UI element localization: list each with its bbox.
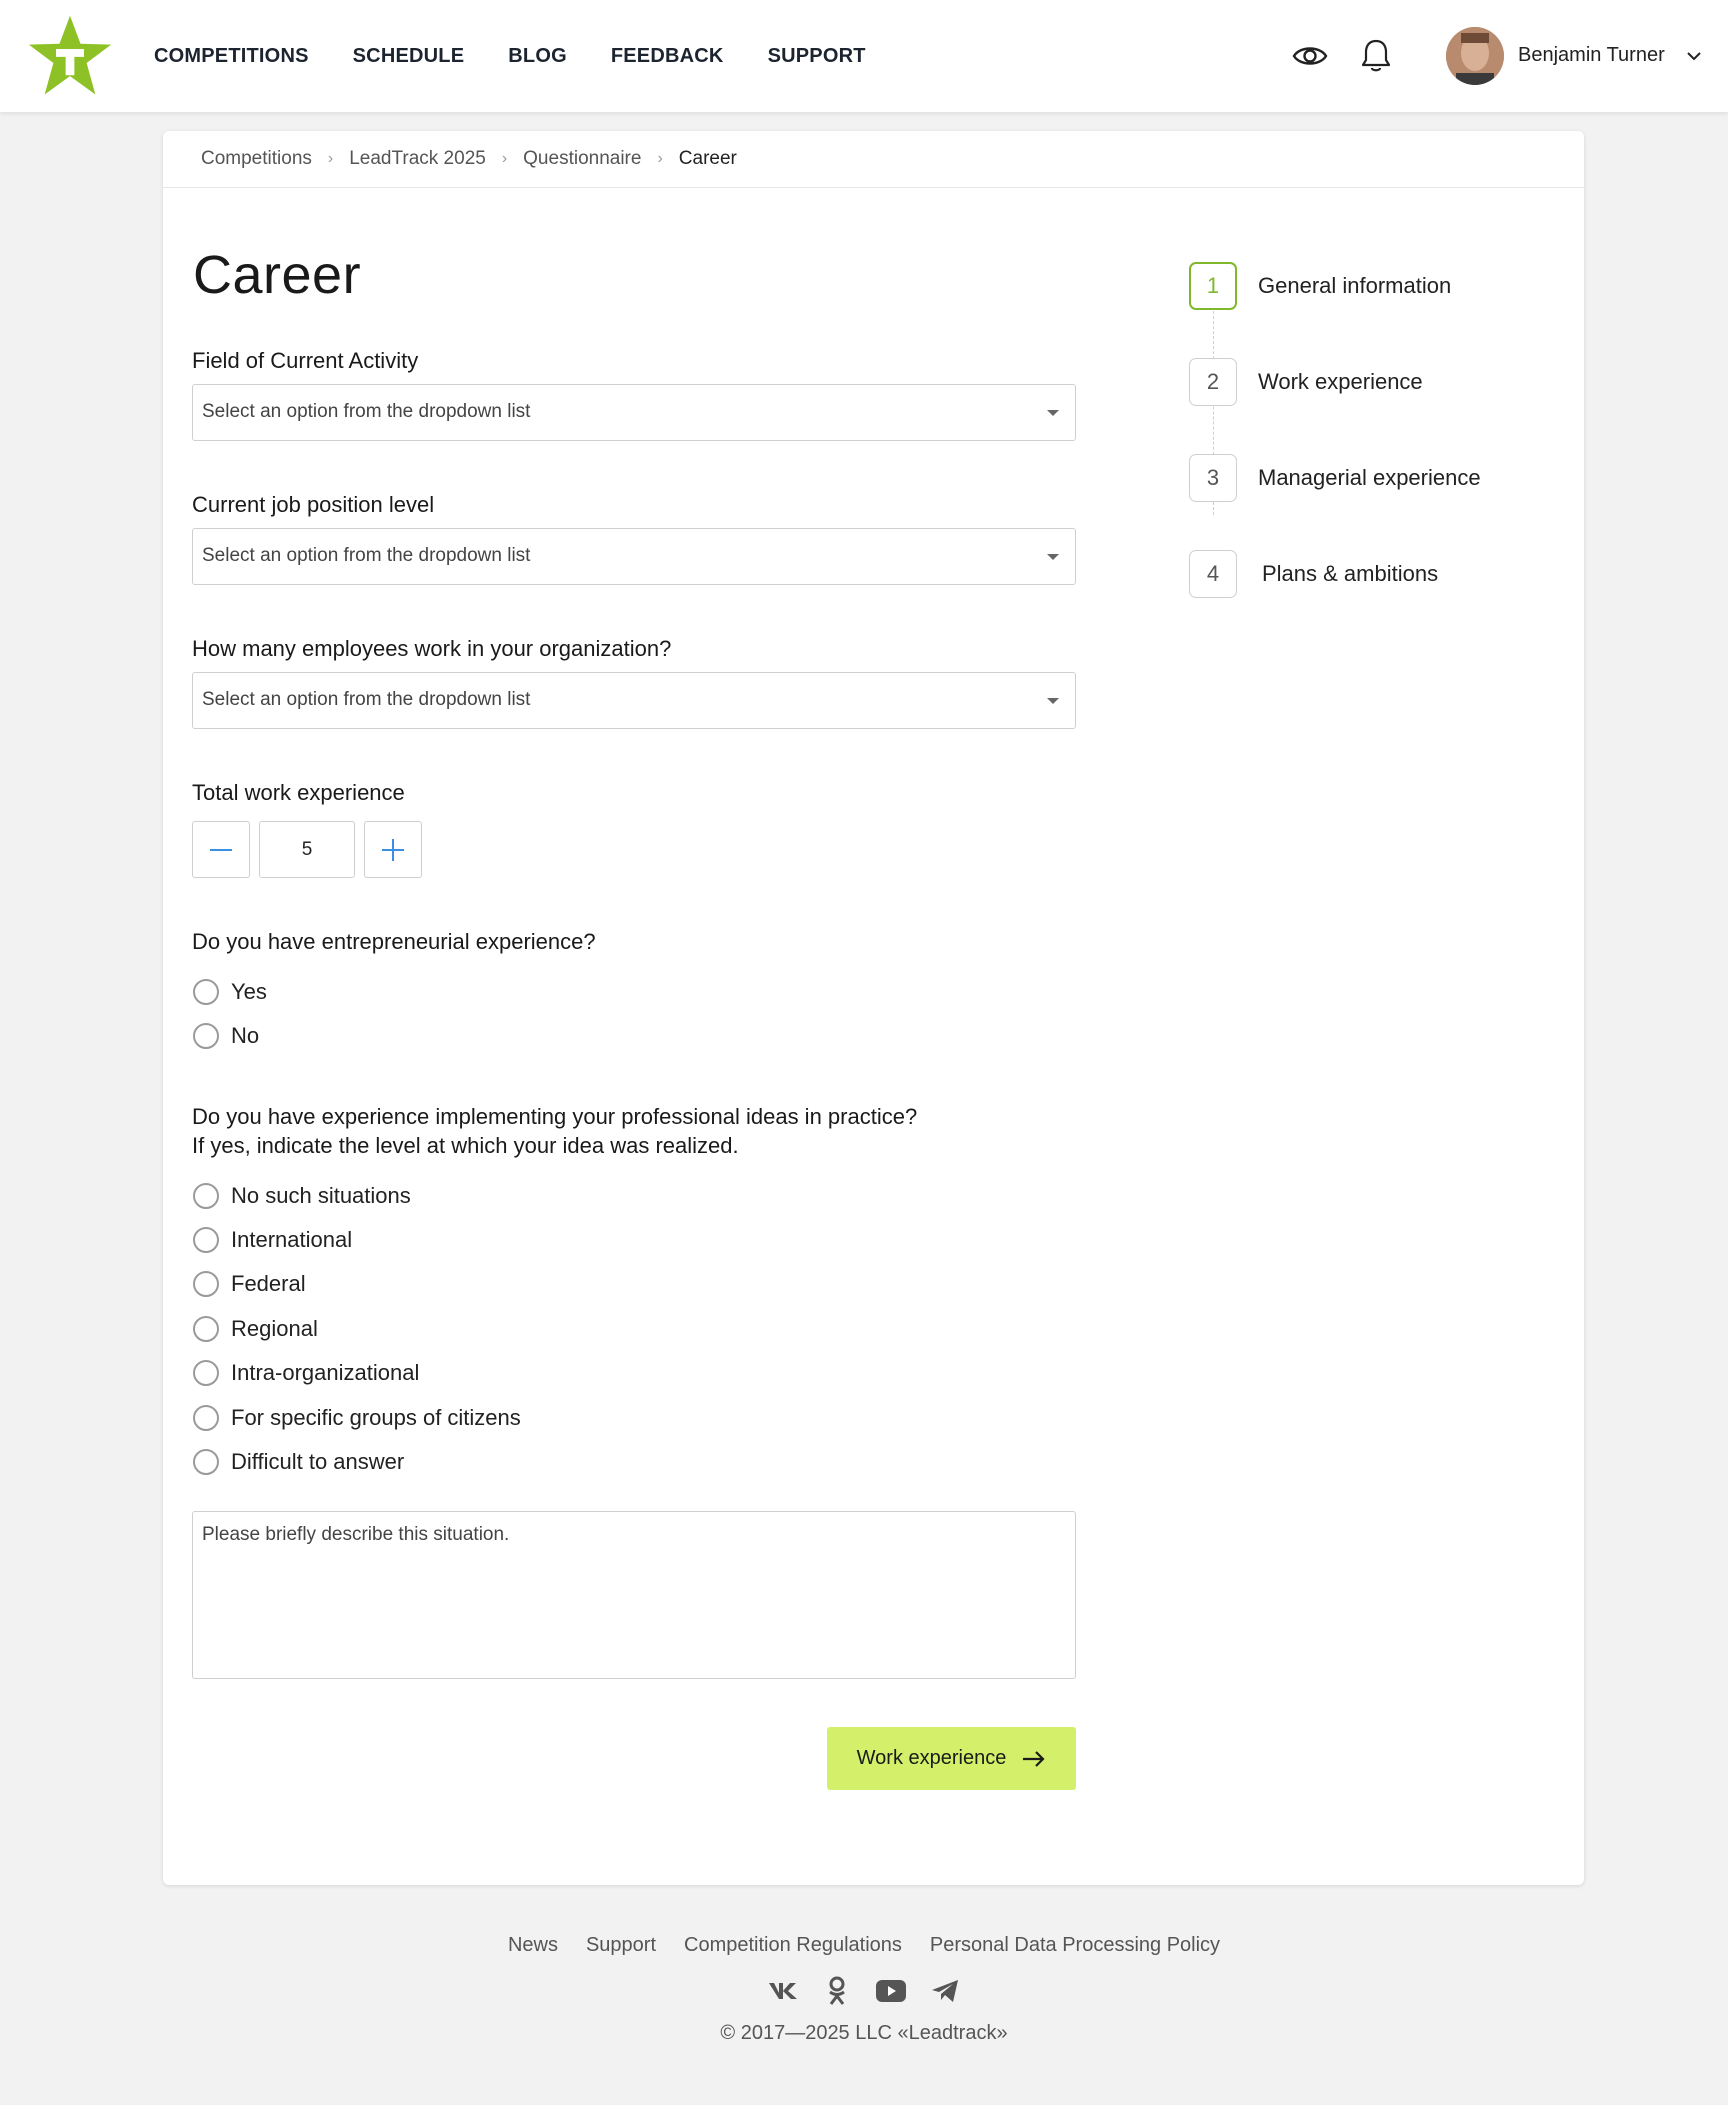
radio-button[interactable]: [193, 979, 219, 1005]
breadcrumb-separator-icon: ›: [657, 150, 663, 167]
step-3-badge[interactable]: 3: [1189, 454, 1237, 502]
next-step-button[interactable]: [827, 1727, 1076, 1790]
radio-option-regional[interactable]: [193, 1314, 318, 1344]
social-links: [0, 1974, 1728, 2008]
nav-blog[interactable]: BLOG: [508, 44, 567, 67]
caret-down-icon: [1047, 698, 1059, 704]
breadcrumb-leadtrack[interactable]: LeadTrack 2025: [349, 148, 486, 169]
step-4-badge[interactable]: 4: [1189, 550, 1237, 598]
textarea-placeholder: Please briefly describe this situation.: [202, 1524, 510, 1545]
employees-select[interactable]: [192, 672, 1076, 729]
step-1-badge[interactable]: 1: [1189, 262, 1237, 310]
radio-label: Federal: [231, 1271, 306, 1296]
work-experience-label: Total work experience: [192, 780, 405, 805]
eye-icon[interactable]: [1290, 36, 1330, 76]
step-1-label[interactable]: General information: [1258, 273, 1452, 298]
breadcrumb-separator-icon: ›: [501, 150, 508, 167]
field-activity-label: Field of Current Activity: [192, 348, 419, 373]
position-level-label: Current job position level: [192, 492, 435, 517]
select-placeholder: Select an option from the dropdown list: [202, 689, 531, 710]
arrow-right-icon: [1022, 1750, 1046, 1768]
radio-option-specific-groups[interactable]: [193, 1403, 521, 1433]
star-logo-icon[interactable]: [26, 14, 114, 98]
footer-link-support[interactable]: Support: [585, 1934, 657, 1956]
step-3-label[interactable]: Managerial experience: [1258, 465, 1481, 490]
footer-link-privacy[interactable]: Personal Data Processing Policy: [929, 1934, 1221, 1956]
footer-link-regulations[interactable]: Competition Regulations: [684, 1934, 902, 1956]
radio-button[interactable]: [193, 1183, 219, 1209]
radio-label: No: [231, 1023, 260, 1048]
radio-button[interactable]: [193, 1227, 219, 1253]
radio-label: For specific groups of citizens: [231, 1405, 521, 1430]
radio-label: No such situations: [231, 1183, 411, 1208]
radio-option-international[interactable]: [193, 1225, 352, 1255]
step-4-label[interactable]: Plans & ambitions: [1262, 561, 1439, 586]
radio-label: Regional: [231, 1316, 318, 1341]
step-2-label[interactable]: Work experience: [1258, 369, 1423, 394]
avatar[interactable]: [1446, 27, 1504, 85]
radio-button[interactable]: [193, 1316, 219, 1342]
employees-label: How many employees work in your organization?: [192, 636, 672, 661]
radio-option-no[interactable]: [193, 1021, 259, 1051]
radio-button[interactable]: [193, 1360, 219, 1386]
entrepreneurial-label: Do you have entrepreneurial experience?: [192, 929, 596, 954]
radio-button[interactable]: [193, 1405, 219, 1431]
radio-label: Difficult to answer: [231, 1449, 405, 1474]
radio-button[interactable]: [193, 1449, 219, 1475]
radio-option-yes[interactable]: [193, 977, 267, 1007]
breadcrumb: [163, 131, 1584, 188]
page-title: Career: [193, 245, 362, 305]
description-textarea[interactable]: [192, 1511, 1076, 1679]
breadcrumb-questionnaire[interactable]: Questionnaire: [523, 148, 642, 169]
youtube-icon[interactable]: [874, 1974, 908, 2008]
site-header: [0, 0, 1728, 112]
nav-feedback[interactable]: FEEDBACK: [610, 44, 724, 67]
footer-link-news[interactable]: News: [507, 1934, 558, 1956]
radio-option-difficult[interactable]: [193, 1447, 404, 1477]
work-experience-input[interactable]: 5: [259, 821, 355, 878]
next-step-label: Work experience: [856, 1747, 1007, 1769]
chevron-down-icon[interactable]: [1684, 46, 1704, 66]
vk-icon[interactable]: [766, 1974, 800, 2008]
position-level-select[interactable]: [192, 528, 1076, 585]
nav-schedule[interactable]: SCHEDULE: [352, 44, 465, 67]
select-placeholder: Select an option from the dropdown list: [202, 545, 531, 566]
ideas-label-line2: If yes, indicate the level at which your idea was realized.: [192, 1133, 739, 1158]
bell-icon[interactable]: [1356, 36, 1396, 76]
radio-option-intra-organizational[interactable]: [193, 1358, 419, 1388]
breadcrumb-current: Career: [678, 148, 737, 169]
telegram-icon[interactable]: [928, 1974, 962, 2008]
step-2-badge[interactable]: 2: [1189, 358, 1237, 406]
main-nav: [154, 0, 910, 112]
increment-button[interactable]: [364, 821, 422, 878]
odnoklassniki-icon[interactable]: [820, 1974, 854, 2008]
radio-label: Yes: [231, 979, 267, 1004]
caret-down-icon: [1047, 554, 1059, 560]
radio-label: Intra-organizational: [231, 1360, 420, 1385]
nav-competitions[interactable]: COMPETITIONS: [154, 44, 309, 67]
field-activity-select[interactable]: [192, 384, 1076, 441]
radio-label: International: [231, 1227, 353, 1252]
copyright: © 2017—2025 LLC «Leadtrack»: [720, 2022, 1008, 2044]
breadcrumb-separator-icon: ›: [327, 150, 334, 167]
radio-button[interactable]: [193, 1023, 219, 1049]
caret-down-icon: [1047, 410, 1059, 416]
footer-links: [0, 1934, 1728, 1957]
radio-option-federal[interactable]: [193, 1269, 306, 1299]
breadcrumb-competitions[interactable]: Competitions: [201, 148, 312, 169]
decrement-button[interactable]: [192, 821, 250, 878]
radio-option-no-such-situations[interactable]: [193, 1181, 411, 1211]
ideas-label-line1: Do you have experience implementing your professional ideas in practice?: [192, 1104, 918, 1129]
radio-button[interactable]: [193, 1271, 219, 1297]
user-name[interactable]: Benjamin Turner: [1518, 44, 1665, 66]
select-placeholder: Select an option from the dropdown list: [202, 401, 531, 422]
questionnaire-card: [163, 131, 1584, 1885]
nav-support[interactable]: SUPPORT: [767, 44, 866, 67]
